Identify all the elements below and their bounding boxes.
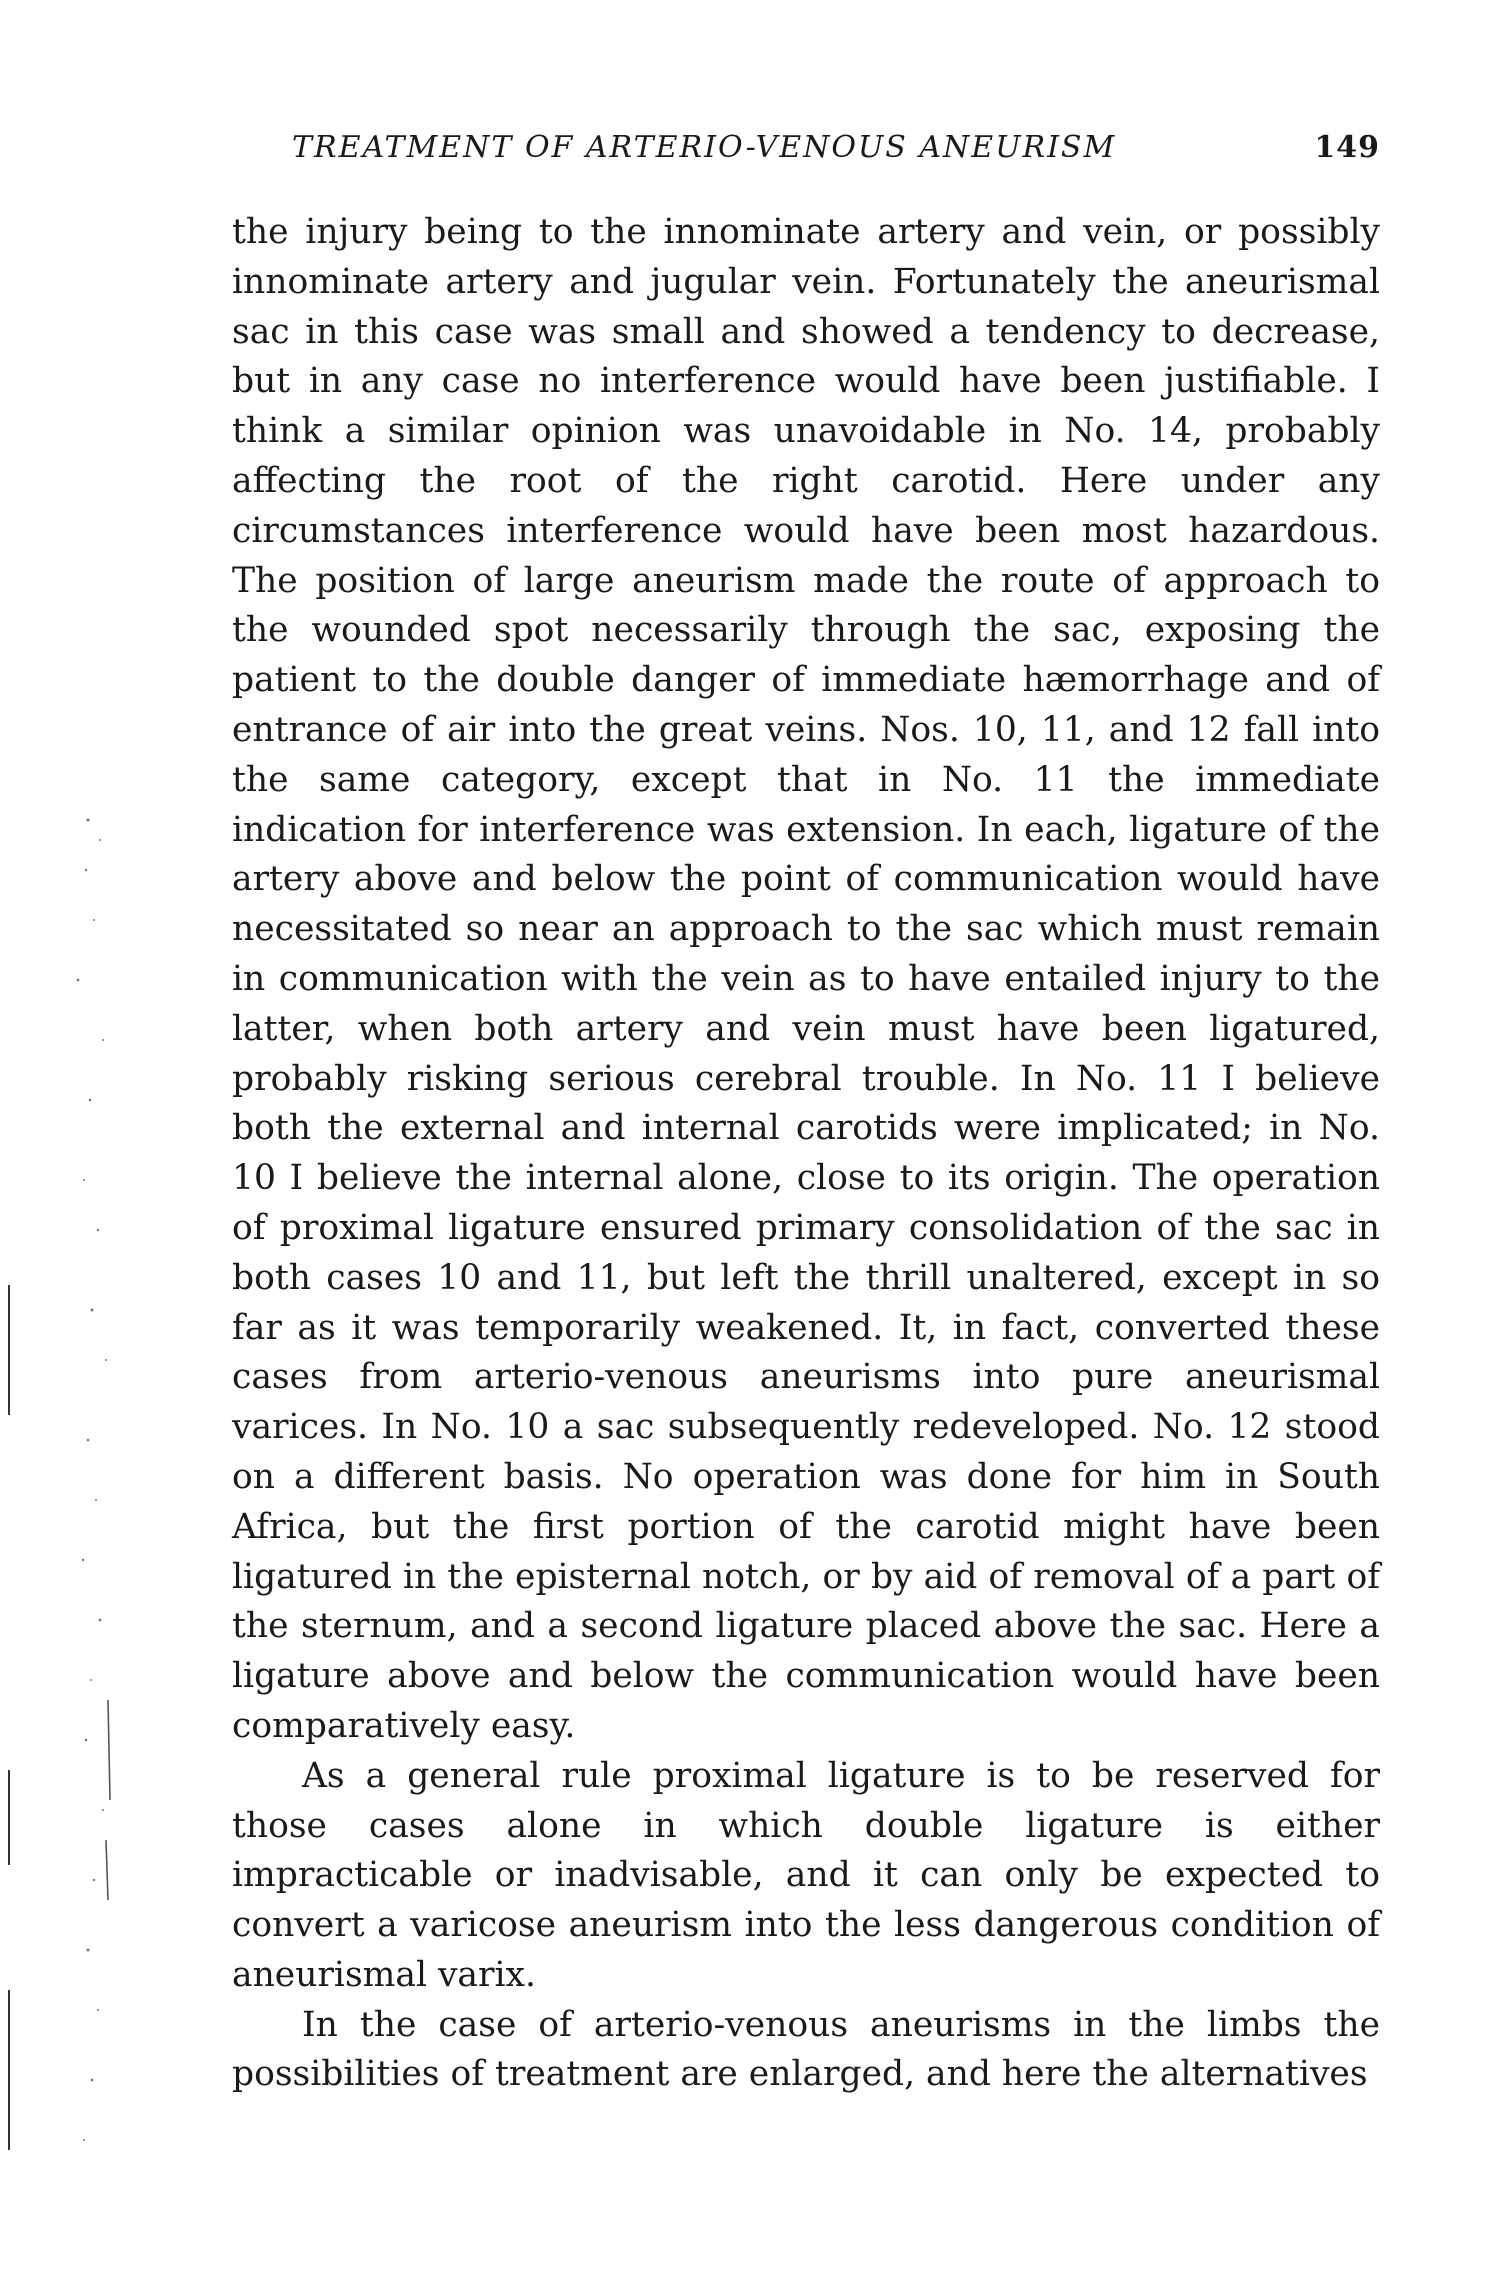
page-number: 149 bbox=[1314, 130, 1380, 165]
binding-shadow-line bbox=[8, 1770, 10, 1865]
binding-shadow-line bbox=[8, 1285, 10, 1415]
paragraph-limbs: In the case of arterio-venous aneurisms in the limbs the possibilities of treatment are enlarged, and here the alternatives bbox=[232, 2004, 1380, 2095]
body-text bbox=[232, 208, 1380, 2100]
paragraph-proximal-ligature: As a general rule proximal ligature is to be reserved for those cases alone in which double ligature is either impracticable or inadvisable, and it can only be expected to convert a varicose aneurism into the less dangerous condition of aneurismal varix. bbox=[232, 1755, 1380, 1995]
paragraph-continued: the injury being to the innominate artery and vein, or possibly innominate artery and jugular vein. Fortunately the aneurismal sac in this case was small and showed a tendency to decrease, but in any case no interference would have been justifiable. I think a similar opinion was unavoidable in No. 14, probably affecting the root of the right carotid. Here under any circumstances interference would have been most hazardous. The position of large aneurism made the route of approach to the wounded spot necessarily through the sac, exposing the patient to the double danger of immediate hæmorrhage and of entrance of air into the great veins. Nos. 10, 11, and 12 fall into the same category, except that in No. 11 the immediate indication for interference was extension. In each, ligature of the artery above and below the point of communication would have necessitated so near an approach to the sac which must remain in communication with the vein as to have entailed injury to the latter, when both artery and vein must have been ligatured, probably risking serious cerebral trouble. In No. 11 I believe both the external and internal carotids were implicated; in No. 10 I believe the internal alone, close to its origin. The operation of proximal ligature ensured primary consolidation of the sac in both cases 10 and 11, but left the thrill unaltered, except in so far as it was temporarily weakened. It, in fact, converted these cases from arterio-venous aneurisms into pure aneurismal varices. In No. 10 a sac subsequently redeveloped. No. 12 stood on a different basis. No operation was done for him in South Africa, but the first portion of the carotid might have been ligatured in the episternal notch, or by aid of removal of a part of the sternum, and a second ligature placed above the sac. Here a ligature above and below the communication would have been comparatively easy. bbox=[232, 212, 1380, 1746]
scan-speckle bbox=[48, 800, 118, 2200]
running-title: TREATMENT OF ARTERIO-VENOUS ANEURISM bbox=[292, 130, 1117, 165]
binding-shadow-line bbox=[8, 1990, 10, 2150]
running-head bbox=[232, 130, 1380, 174]
